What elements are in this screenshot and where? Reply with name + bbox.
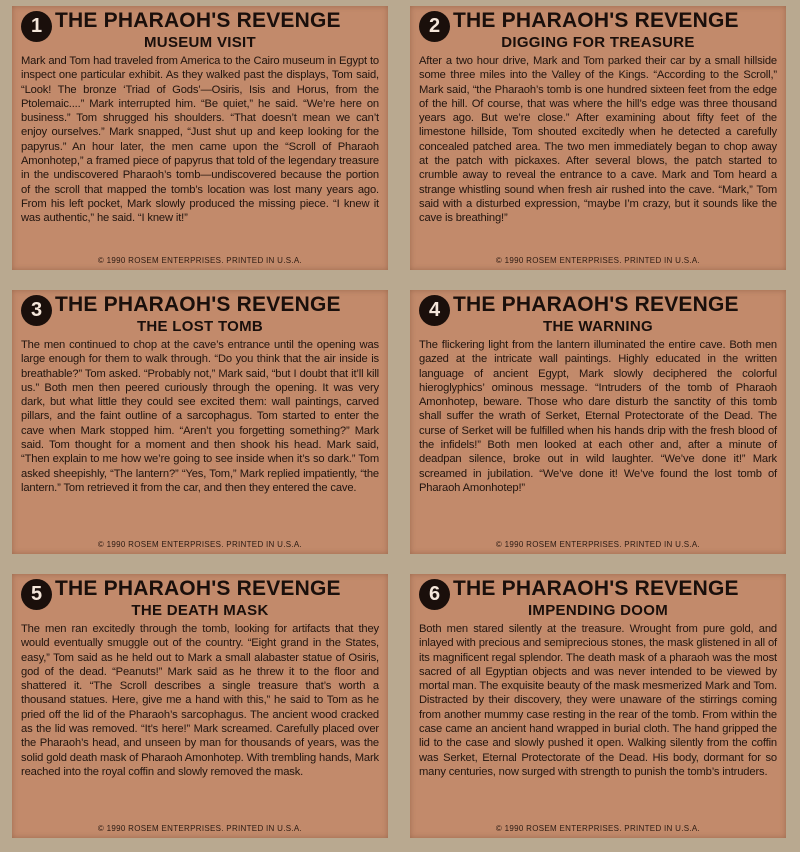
- card-title: THE PHARAOH'S REVENGE: [55, 577, 341, 600]
- card-number-badge: 2: [419, 11, 450, 42]
- card-number-badge: 4: [419, 295, 450, 326]
- card-number-badge: 3: [21, 295, 52, 326]
- card-subtitle: DIGGING FOR TREASURE: [501, 34, 695, 51]
- card-title: THE PHARAOH'S REVENGE: [453, 577, 739, 600]
- card-subtitle: THE WARNING: [543, 318, 653, 335]
- card-copyright: © 1990 ROSEM ENTERPRISES. PRINTED IN U.S.A.: [495, 824, 701, 833]
- card-number-badge: 1: [21, 11, 52, 42]
- card-title: THE PHARAOH'S REVENGE: [55, 293, 341, 316]
- card-6: [410, 574, 786, 838]
- card-number-badge: 6: [419, 579, 450, 610]
- card-subtitle: THE DEATH MASK: [131, 602, 269, 619]
- card-3: [12, 290, 388, 554]
- card-story: After a two hour drive, Mark and Tom parked their car by a small hillside some three miles into the Valley of the Kings. “According to the Scroll,” Mark said, “the Pharaoh’s tomb is one hundred sixteen feet from the edge of the hill. Of course, that was where the hill’s edge was three thousand years ago. But we’re close.” After examining about fifty feet of the limestone hillside, Tom shouted excitedly when he detected a carefully concealed patched area. The two men immediately began to chop away at the patch with pickaxes. After several blows, the patch started to crumble away to reveal the entrance to a cave. Mark and Tom heard a strange whistling sound when fresh air rushed into the cave. “Mark,” Tom said with a disturbed expression, “maybe I’m crazy, but it sounds like the cave is breathing!”: [419, 55, 777, 225]
- card-copyright: © 1990 ROSEM ENTERPRISES. PRINTED IN U.S.A.: [97, 824, 303, 833]
- card-header: [419, 294, 777, 338]
- card-story: The flickering light from the lantern illuminated the entire cave. Both men gazed at the intricate wall paintings. Highly educated in the written language of ancient Egypt, Mark slowly deciphered the colorful hieroglyphics’ ominous message. “Intruders of the tomb of Pharaoh Amonhotep, beware. Those who dare disturb the sanctity of this tomb shall suffer the wrath of Serket, Eternal Protectorate of the Dead. The curse of Serket will be fulfilled when his hands drip with the fresh blood of the infidels!” Both men looked at each other and, after a minute of deadpan silence, broke out in wild laughter. “We’ve done it!” Mark screamed in jubilation. “We’ve done it! We’ve found the lost tomb of Pharaoh Amonhotep!”: [419, 339, 777, 494]
- card-story: Mark and Tom had traveled from America to the Cairo museum in Egypt to inspect one particular exhibit. As they walked past the displays, Tom said, “Look! The bronze ‘Triad of Gods’—Osiris, Isis and Horus, from the Ptolemaic....” Mark interrupted him. “Be quiet,” he said. “We’re here on business.” Tom shrugged his shoulders. “That doesn’t mean we can’t enjoy ourselves.” Mark snapped, “Just shut up and keep looking for the papyrus.” An hour later, the men came upon the “Scroll of Pharaoh Amonhotep,” a framed piece of papyrus that told of the legendary treasure in the undiscovered Pharaoh’s tomb—undiscovered because the portion of the scroll that mapped the tomb’s location was lost many years ago. From his left pocket, Mark slowly produced the missing piece. “I knew it was authentic,” he said. “I knew it!”: [21, 55, 379, 225]
- card-subtitle: MUSEUM VISIT: [144, 34, 256, 51]
- card-subtitle: THE LOST TOMB: [136, 318, 264, 335]
- card-copyright: © 1990 ROSEM ENTERPRISES. PRINTED IN U.S.A.: [97, 540, 303, 549]
- card-copyright: © 1990 ROSEM ENTERPRISES. PRINTED IN U.S.A.: [495, 540, 701, 549]
- card-header: [419, 10, 777, 54]
- card-header: [21, 294, 379, 338]
- card-story: Both men stared silently at the treasure. Wrought from pure gold, and inlayed with precious and semiprecious stones, the mask glistened in all of its magnificent regal splendor. The death mask of a pharaoh was the most sacred of all Egyptian objects and was never intended to be viewed by mortal man. The exquisite beauty of the mask mesmerized Mark and Tom. Distracted by their discovery, they were unaware of the stirrings coming from another mummy case resting in the rear of the tomb. From within the case came an ancient hand wrapped in burial cloth. The hand gripped the lid to the case and slowly pushed it open. Walking silently from the coffin was Serket, Eternal Protectorate of the Dead. His body, dormant for so many centuries, now surged with strength to punish the tomb’s intruders.: [419, 623, 777, 778]
- card-2: [410, 6, 786, 270]
- card-copyright: © 1990 ROSEM ENTERPRISES. PRINTED IN U.S.A.: [97, 256, 303, 265]
- card-header: [419, 578, 777, 622]
- card-subtitle: IMPENDING DOOM: [527, 602, 669, 619]
- card-5: [12, 574, 388, 838]
- card-number-badge: 5: [21, 579, 52, 610]
- card-story: The men continued to chop at the cave’s entrance until the opening was large enough for them to walk through. “Do you think that the air inside is breathable?” Tom asked. “Probably not,” Mark said, “but I doubt that it’ll kill us.” Both men then peered curiously through the opening. It was very dark, but what little they could see excited them: wall paintings, carved pillars, and the faint outline of a sarcophagus. Tom started to enter the cave when Mark stopped him. “Aren’t you forgetting something?” Mark said. Tom thought for a moment and then shook his head. Mark said, “Then explain to me how we’re going to see inside when it’s so dark.” Tom asked sheepishly, “The lantern?” “Yes, Tom,” Mark replied impatiently, “the lantern.” Tom retrieved it from the car, and then they entered the cave.: [21, 339, 379, 494]
- card-story: The men ran excitedly through the tomb, looking for artifacts that they would eventually smuggle out of the country. “Eight grand in the States, easy,” Tom said as he held out to Mark a small alabaster statue of Osiris, god of the dead. “Peanuts!” Mark said as he threw it to the floor and shattered it. “The Scroll describes a single treasure that’s worth a thousand statues. Here, give me a hand with this,” he said to Tom as he pried off the lid of the Pharaoh’s sarcophagus. The ancient wood cracked as the lid was removed. “It’s here!” Mark screamed. Carefully placed over the Pharaoh’s head, and unseen by man for thousands of years, was the solid gold death mask of Pharaoh Amonhotep. With trembling hands, Mark reached into the royal coffin and slowly removed the mask.: [21, 623, 379, 778]
- card-4: [410, 290, 786, 554]
- card-title: THE PHARAOH'S REVENGE: [453, 293, 739, 316]
- card-header: [21, 578, 379, 622]
- card-copyright: © 1990 ROSEM ENTERPRISES. PRINTED IN U.S.A.: [495, 256, 701, 265]
- card-1: [12, 6, 388, 270]
- card-title: THE PHARAOH'S REVENGE: [453, 9, 739, 32]
- card-header: [21, 10, 379, 54]
- card-title: THE PHARAOH'S REVENGE: [55, 9, 341, 32]
